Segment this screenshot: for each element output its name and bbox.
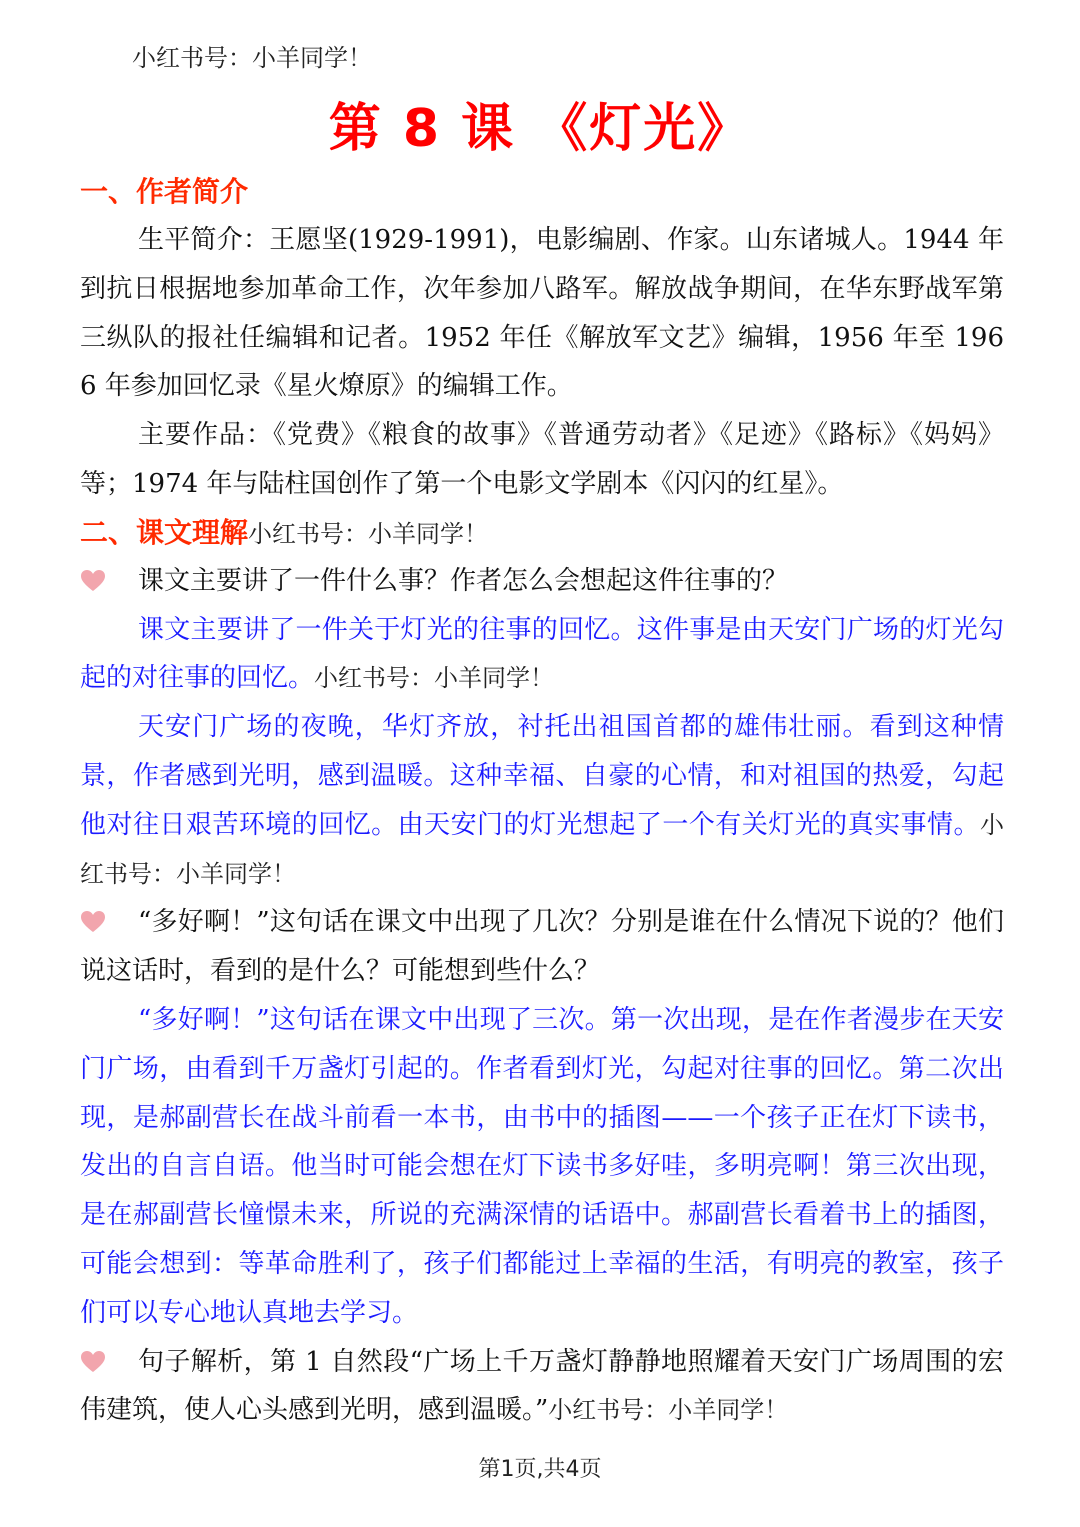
- author-works-paragraph: 主要作品：《党费》《粮食的故事》《普通劳动者》《足迹》《路标》《妈妈》等；1974 年与陆柱国创作了第一个电影文学剧本《闪闪的红星》。: [80, 420, 1004, 499]
- answer-2-paragraph: “多好啊！”这句话在课文中出现了三次。第一次出现，是在作者漫步在天安门广场，由看到千万盏灯引起的。作者看到灯光，勾起对往事的回忆。第二次出现，是郝副营长在战斗前看一本书，由书中的插图——一个孩子正在灯下读书，发出的自言自语。他当时可能会想在灯下读书多好哇，多明亮啊！第三次出现，是在郝副营长憧憬未来，所说的充满深情的话语中。郝副营长看着书上的插图，可能会想到：等革命胜利了，孩子们都能过上幸福的生活，有明亮的教室，孩子们可以专心地认真地去学习。: [80, 1004, 1004, 1328]
- question-1: [80, 557, 1004, 606]
- page-title: 第 8 课 《灯光》: [328, 99, 752, 159]
- question-1-text: 课文主要讲了一件什么事？作者怎么会想起这件往事的？: [138, 565, 789, 596]
- question-2: [80, 898, 1004, 996]
- section-heading-text-understanding-text: 二、课文理解: [80, 515, 249, 549]
- heart-icon: [80, 569, 106, 593]
- answer-1-paragraph-1-text: 课文主要讲了一件关于灯光的往事的回忆。这件事是由天安门广场的灯光勾起的对往事的回忆。: [80, 614, 1004, 694]
- answer-1-paragraph-2-text: 天安门广场的夜晚，华灯齐放，衬托出祖国首都的雄伟壮丽。看到这种情景，作者感到光明，感到温暖。这种幸福、自豪的心情，和对祖国的热爱，勾起他对往日艰苦环境的回忆。由天安门的灯光想起了一个有关灯光的真实事情。: [80, 712, 1004, 840]
- author-bio-paragraph: 生平简介：王愿坚(1929-1991)，电影编剧、作家。山东诸城人。1944 年到抗日根据地参加革命工作，次年参加八路军。解放战争期间，在华东野战军第三纵队的报社任编辑和记者。1952 年任《解放军文艺》编辑，1956 年至 1966 年参加回忆录《星火燎原》的编辑工作。: [80, 225, 1004, 402]
- question-2-text: “多好啊！”这句话在课文中出现了几次？分别是谁在什么情况下说的？他们说这话时，看到的是什么？可能想到些什么？: [80, 907, 1004, 987]
- question-3-text: 句子解析，第 1 自然段“广场上千万盏灯静静地照耀着天安门广场周围的宏伟建筑，使人心头感到光明，感到温暖。”: [80, 1346, 1004, 1426]
- question-3: [80, 1338, 1004, 1436]
- heart-icon: [80, 1350, 106, 1374]
- answer-1-paragraph-2: [80, 703, 1004, 898]
- answer-1-paragraph-1: [80, 606, 1004, 704]
- content-body: [80, 168, 1004, 1435]
- section-heading-author: [80, 168, 1004, 216]
- section-heading-text-understanding: [80, 509, 1004, 557]
- watermark-inline: 小红书号：小羊同学！: [548, 1396, 789, 1425]
- watermark-inline: 小红书号：小羊同学！: [80, 810, 1004, 888]
- page-number: 第1页,共4页: [478, 1457, 602, 1482]
- section-heading-author-text: 一、作者简介: [80, 175, 249, 208]
- watermark-inline: 小红书号：小羊同学！: [248, 519, 489, 548]
- watermark-top: 小红书号：小羊同学！: [132, 44, 372, 72]
- watermark-inline: 小红书号：小羊同学！: [314, 664, 555, 693]
- heart-icon: [80, 910, 106, 934]
